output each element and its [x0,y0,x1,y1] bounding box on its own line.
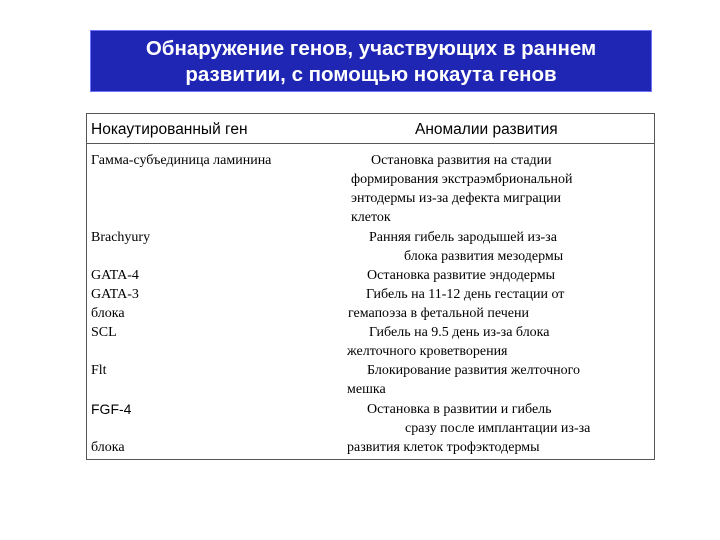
gene-gata3: GATA-3 [91,287,139,302]
anomaly-line: желточного кроветворения [347,344,508,359]
gene-flt: Flt [91,363,107,378]
gene-table [86,113,655,460]
title-line-1: Обнаружение генов, участвующих в раннем [145,37,597,60]
anomaly-line: мешка [347,382,386,397]
table-header [87,114,654,144]
anomaly-line: Ранняя гибель зародышей из-за [369,230,557,245]
gene-brachyury: Brachyury [91,230,151,245]
anomaly-line: Гибель на 9.5 день из-за блока [369,325,550,340]
anomaly-line: развития клеток трофэктодермы [347,440,540,455]
gene-block-1: блока [91,306,125,321]
anomaly-line: формирования экстраэмбриональной [351,172,573,187]
anomaly-line: клеток [351,210,391,225]
anomaly-line: гемапоэза в фетальной печени [348,306,529,321]
gene-gata4: GATA-4 [91,268,139,283]
anomaly-line: Остановка развитие эндодермы [367,268,556,283]
anomaly-line: энтодермы из-за дефекта миграции [351,191,562,206]
header-anomaly: Аномалии развития [415,121,558,138]
anomaly-line: сразу после имплантации из-за [405,421,591,436]
gene-block-2: блока [91,440,125,455]
title-line-2: развитии, с помощью нокаута генов [185,63,557,86]
anomaly-line: Остановка в развитии и гибель [367,402,552,417]
gene-scl: SCL [91,325,117,340]
anomaly-line: Блокирование развития желточного [367,363,581,378]
header-gene: Нокаутированный ген [91,121,248,138]
gene-fgf4: FGF-4 [91,401,132,417]
gene-laminin: Гамма-субъединица ламинина [91,153,272,168]
anomaly-line: Гибель на 11-12 день гестации от [366,287,565,302]
slide-title [90,30,652,92]
anomaly-line: блока развития мезодермы [404,249,564,264]
anomaly-line: Остановка развития на стадии [371,153,552,168]
